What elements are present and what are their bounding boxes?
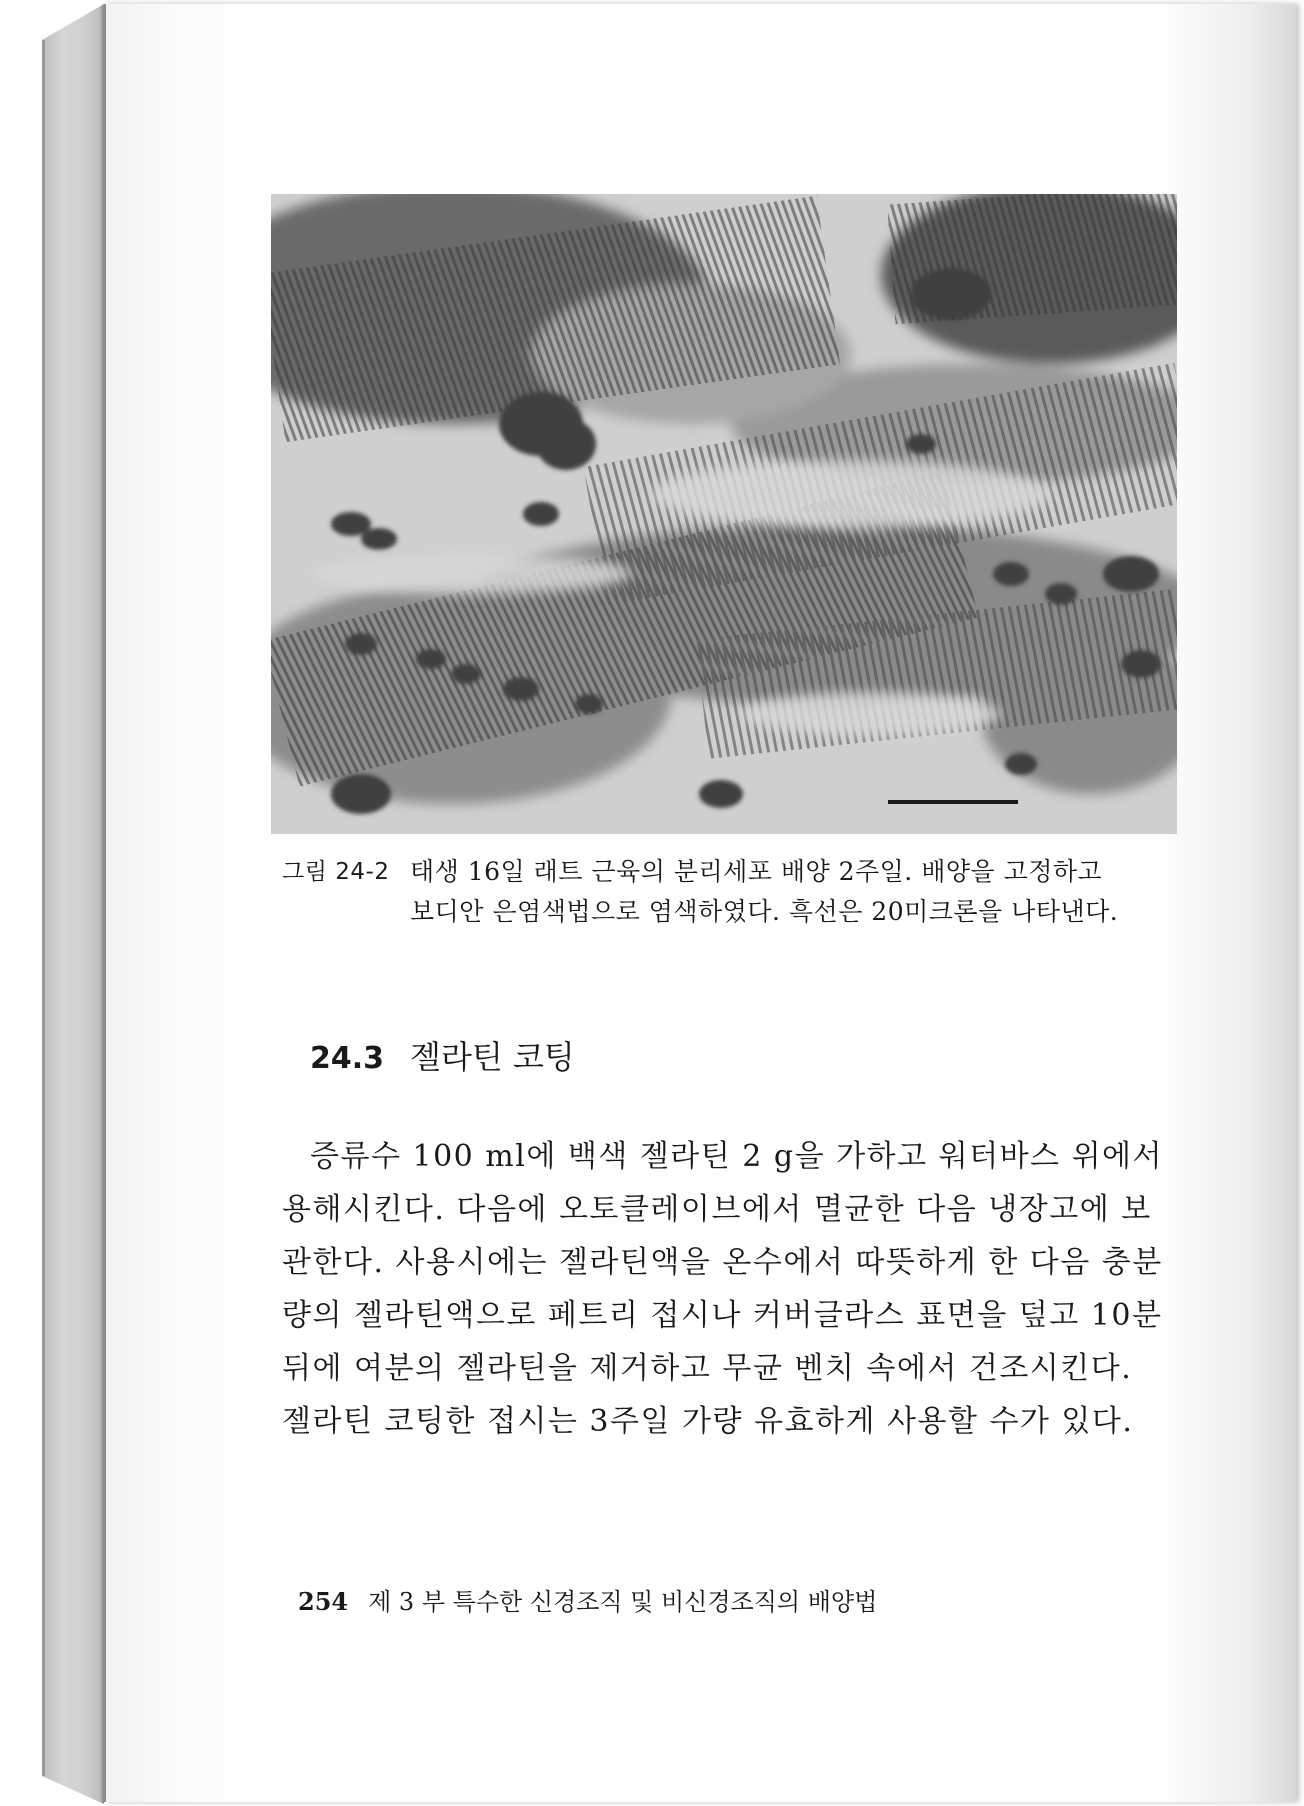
figure-label: 그림 24-2: [282, 859, 390, 885]
body-line: 뒤에 여분의 젤라틴을 제거하고 무균 벤치 속에서 건조시킨다.: [282, 1351, 1133, 1386]
page-number: 254: [298, 1587, 349, 1616]
caption-indent: [282, 892, 410, 932]
caption-line-2: [282, 892, 1182, 932]
figure-caption: [282, 852, 1182, 932]
body-line: 량의 젤라틴액으로 페트리 접시나 커버글라스 표면을 덮고 10분: [282, 1298, 1163, 1333]
body-line: 젤라틴 코팅한 접시는 3주일 가량 유효하게 사용할 수가 있다.: [282, 1404, 1134, 1439]
book-spine-edge: [42, 40, 45, 1776]
section-title: 젤라틴 코팅: [410, 1038, 575, 1076]
section-number: 24.3: [310, 1041, 385, 1076]
caption-line-1: [282, 852, 1182, 892]
body-line: 증류수 100 ml에 백색 젤라틴 2 g을 가하고 워터바스 위에서: [310, 1139, 1164, 1174]
caption-text-1: 태생 16일 래트 근육의 분리세포 배양 2주일. 배양을 고정하고: [410, 857, 1103, 886]
scale-bar: [888, 800, 1018, 804]
running-title: 제 3 부 특수한 신경조직 및 비신경조직의 배양법: [368, 1588, 878, 1616]
book-spine: [42, 4, 104, 1804]
body-paragraph: [282, 1130, 1172, 1448]
micrograph-figure: [271, 194, 1177, 834]
body-line: 용해시킨다. 다음에 오토클레이브에서 멸균한 다음 냉장고에 보: [282, 1192, 1152, 1227]
page-footer: [298, 1582, 877, 1617]
micrograph-image: [271, 194, 1177, 834]
caption-text-2: 보디안 은염색법으로 염색하였다. 흑선은 20미크론을 나타낸다.: [410, 897, 1119, 926]
section-heading: [310, 1032, 575, 1078]
body-line: 관한다. 사용시에는 젤라틴액을 온수에서 따뜻하게 한 다음 충분: [282, 1245, 1163, 1280]
